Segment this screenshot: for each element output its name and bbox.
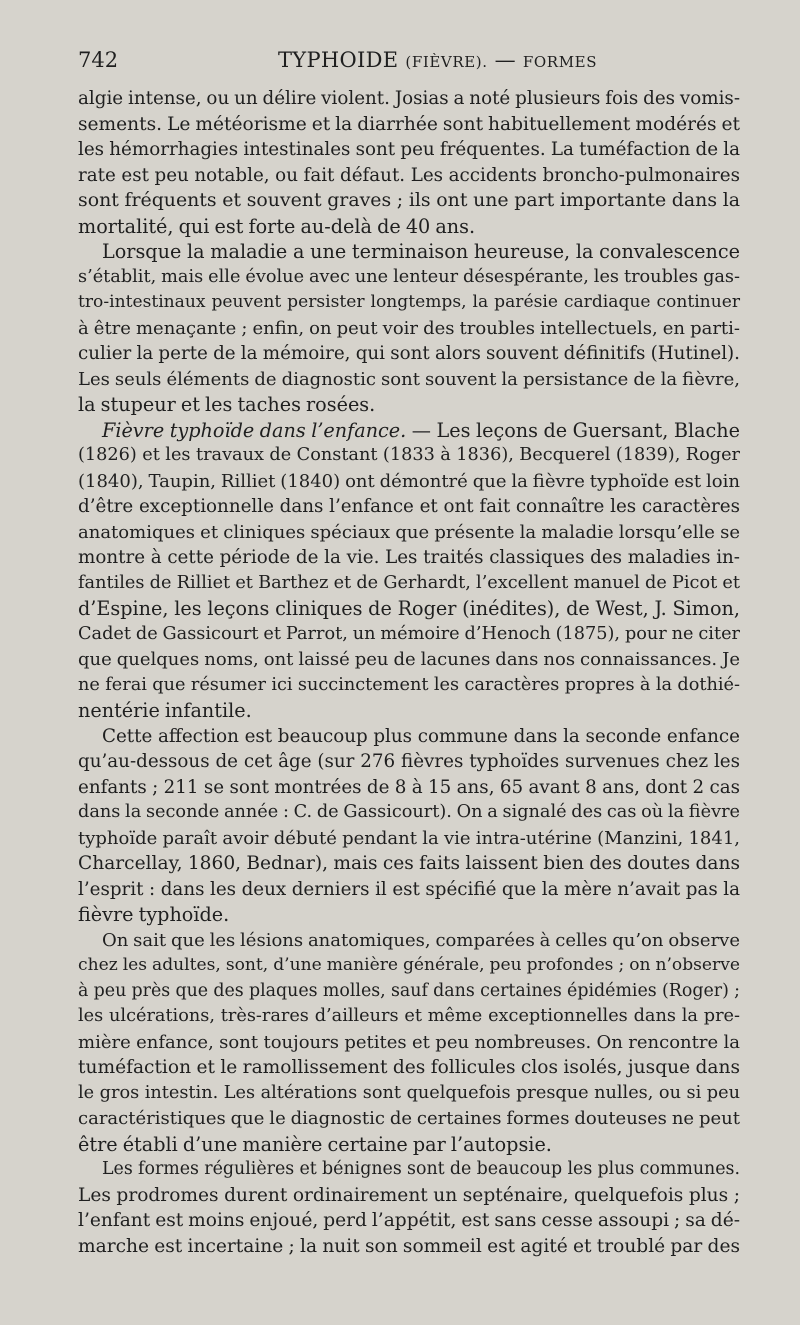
- text-line-content: — Les leçons de Guersant, Blache: [406, 418, 740, 442]
- text-line: [78, 622, 740, 648]
- text-line-content: mière enfance, sont toujours petites et peu nombreuses. On rencontre la: [78, 1031, 740, 1053]
- text-line: [78, 239, 740, 265]
- text-line-content: à peu près que des plaques molles, sauf dans certaines épidémies (Roger) ;: [78, 980, 740, 1001]
- text-line: [78, 1030, 740, 1056]
- text-line-content: montre à cette période de la vie. Les traités classiques des maladies in-: [78, 547, 740, 568]
- text-line: [78, 443, 740, 469]
- text-line-content: Les seuls éléments de diagnostic sont souvent la persistance de la fièvre,: [78, 368, 740, 390]
- page-number: 742: [78, 48, 119, 72]
- running-title-section: FORMES: [522, 53, 598, 71]
- text-line: [78, 367, 740, 393]
- text-line: [78, 188, 740, 214]
- text-line: [78, 1183, 740, 1209]
- text-line-content: dans la seconde année : C. de Gassicourt). On a signalé des cas où la fièvre: [78, 802, 740, 822]
- text-line-content: d’Espine, les leçons cliniques de Roger (inédites), de West, J. Simon,: [78, 597, 740, 620]
- text-line: [78, 724, 740, 750]
- text-line: [78, 214, 740, 240]
- text-line: [78, 494, 740, 520]
- text-line-content: Lorsque la maladie a une terminaison heureuse, la convalescence: [102, 240, 740, 263]
- text-line: [78, 1055, 740, 1081]
- text-line: [78, 1208, 740, 1234]
- text-line-content: mortalité, qui est forte au-delà de 40 ans.: [78, 214, 476, 238]
- text-line: [78, 596, 740, 622]
- text-line-content: fièvre typhoïde.: [78, 903, 230, 926]
- text-line-content: Cadet de Gassicourt et Parrot, un mémoire d’Henoch (1875), pour ne citer: [78, 623, 740, 644]
- text-line: [78, 1106, 740, 1132]
- text-line-content: d’être exceptionnelle dans l’enfance et ont fait connaître les caractères: [78, 496, 740, 517]
- text-line-content: nentérie infantile.: [78, 699, 252, 722]
- text-line-content: Cette affection est beaucoup plus commune dans la seconde enfance: [102, 725, 740, 747]
- text-line: [78, 749, 740, 775]
- text-line-content: caractéristiques que le diagnostic de certaines formes douteuses ne peut: [78, 1108, 740, 1129]
- text-line: [78, 545, 740, 571]
- text-line-content: enfants ; 211 se sont montrées de 8 à 15 ans, 65 avant 8 ans, dont 2 cas: [78, 776, 740, 798]
- text-line-content: Charcellay, 1860, Bednar), mais ces faits laissent bien des doutes dans: [78, 853, 740, 874]
- page-header: [78, 48, 740, 78]
- text-line: [78, 290, 740, 316]
- running-title: [278, 48, 597, 72]
- text-line: [78, 902, 740, 928]
- text-line-content: les ulcérations, très-rares d’ailleurs et même exceptionnelles dans la pre-: [78, 1006, 740, 1026]
- text-line-content: tuméfaction et le ramollissement des follicules clos isolés, jusque dans: [78, 1057, 740, 1078]
- running-title-main: TYPHOIDE: [278, 48, 399, 72]
- text-line-content: marche est incertaine ; la nuit son sommeil est agité et troublé par des: [78, 1235, 740, 1257]
- text-line-content: à être menaçante ; enfin, on peut voir des troubles intellectuels, en parti-: [78, 317, 740, 339]
- text-line: [78, 647, 740, 673]
- text-line-content: sements. Le météorisme et la diarrhée sont habituellement modérés et: [78, 113, 740, 135]
- text-line-content: ne ferai que résumer ici succinctement les caractères propres à la dothié-: [78, 674, 740, 695]
- text-line: [78, 112, 740, 138]
- text-line-content: On sait que les lésions anatomiques, comparées à celles qu’on observe: [102, 929, 740, 951]
- text-line-content: les hémorrhagies intestinales sont peu fréquentes. La tuméfaction de la: [78, 139, 740, 160]
- text-line-content: sont fréquents et souvent graves ; ils ont une part importante dans la: [78, 189, 740, 211]
- text-line-content: l’esprit : dans les deux derniers il est spécifié que la mère n’avait pas la: [78, 878, 740, 900]
- running-title-paren: (FIÈVRE).: [405, 53, 488, 71]
- text-line: [78, 826, 740, 852]
- text-line-content: algie intense, ou un délire violent. Josias a noté plusieurs fois des vomis-: [78, 88, 740, 109]
- section-heading-italic: Fièvre typhoïde dans l’enfance.: [102, 418, 407, 442]
- text-line: [78, 341, 740, 367]
- text-line: [78, 316, 740, 342]
- text-line-content: (1840), Taupin, Rilliet (1840) ont démontré que la fièvre typhoïde est loin: [78, 470, 740, 492]
- running-title-dash: —: [494, 48, 516, 72]
- text-line: [78, 775, 740, 801]
- text-line: [78, 520, 740, 546]
- text-line: [78, 928, 740, 954]
- text-line: [78, 137, 740, 163]
- text-line: [78, 673, 740, 699]
- text-line-content: Les formes régulières et bénignes sont de beaucoup les plus communes.: [102, 1159, 740, 1179]
- text-line: [78, 1234, 740, 1260]
- text-line-content: la stupeur et les taches rosées.: [78, 393, 376, 416]
- text-line-content: typhoïde paraît avoir débuté pendant la vie intra-utérine (Manzini, 1841,: [78, 827, 740, 849]
- text-line: [78, 1132, 740, 1158]
- body-text: [78, 86, 740, 1259]
- text-line-content: anatomiques et cliniques spéciaux que présente la maladie lorsqu’elle se: [78, 521, 740, 543]
- text-line: [78, 1004, 740, 1030]
- text-line: [78, 163, 740, 189]
- text-line: [78, 877, 740, 903]
- text-line: [78, 698, 740, 724]
- text-line-content: que quelques noms, ont laissé peu de lacunes dans nos connaissances. Je: [78, 649, 740, 670]
- text-line-content: être établi d’une manière certaine par l’autopsie.: [78, 1132, 552, 1156]
- text-line: [78, 86, 740, 112]
- text-line-content: fantiles de Rilliet et Barthez et de Gerhardt, l’excellent manuel de Picot et: [78, 572, 740, 593]
- text-line: [78, 851, 740, 877]
- text-line-content: le gros intestin. Les altérations sont quelquefois presque nulles, ou si peu: [78, 1082, 740, 1103]
- text-line: [78, 418, 740, 444]
- text-line-content: culier la perte de la mémoire, qui sont alors souvent définitifs (Hutinel).: [78, 343, 740, 364]
- text-line: [78, 1081, 740, 1107]
- text-line-content: qu’au-dessous de cet âge (sur 276 fièvres typhoïdes survenues chez les: [78, 751, 740, 772]
- text-line: [78, 392, 740, 418]
- text-line: [78, 1157, 740, 1183]
- text-line-content: s’établit, mais elle évolue avec une lenteur désespérante, les troubles gas-: [78, 266, 740, 287]
- text-line: [78, 265, 740, 291]
- text-line: [78, 953, 740, 979]
- text-line-content: chez les adultes, sont, d’une manière générale, peu profondes ; on n’observe: [78, 955, 740, 975]
- text-line-content: l’enfant est moins enjoué, perd l’appétit, est sans cesse assoupi ; sa dé-: [78, 1210, 740, 1231]
- text-line-content: Les prodromes durent ordinairement un septénaire, quelquefois plus ;: [78, 1184, 740, 1206]
- text-line: [78, 469, 740, 495]
- text-line-content: (1826) et les travaux de Constant (1833 à 1836), Becquerel (1839), Roger: [78, 445, 740, 465]
- text-line: [78, 979, 740, 1005]
- text-line: [78, 800, 740, 826]
- text-line-content: tro-intestinaux peuvent persister longtemps, la parésie cardiaque continuer: [78, 292, 740, 312]
- text-line-content: rate est peu notable, ou fait défaut. Les accidents broncho-pulmonaires: [78, 164, 740, 186]
- text-line: [78, 571, 740, 597]
